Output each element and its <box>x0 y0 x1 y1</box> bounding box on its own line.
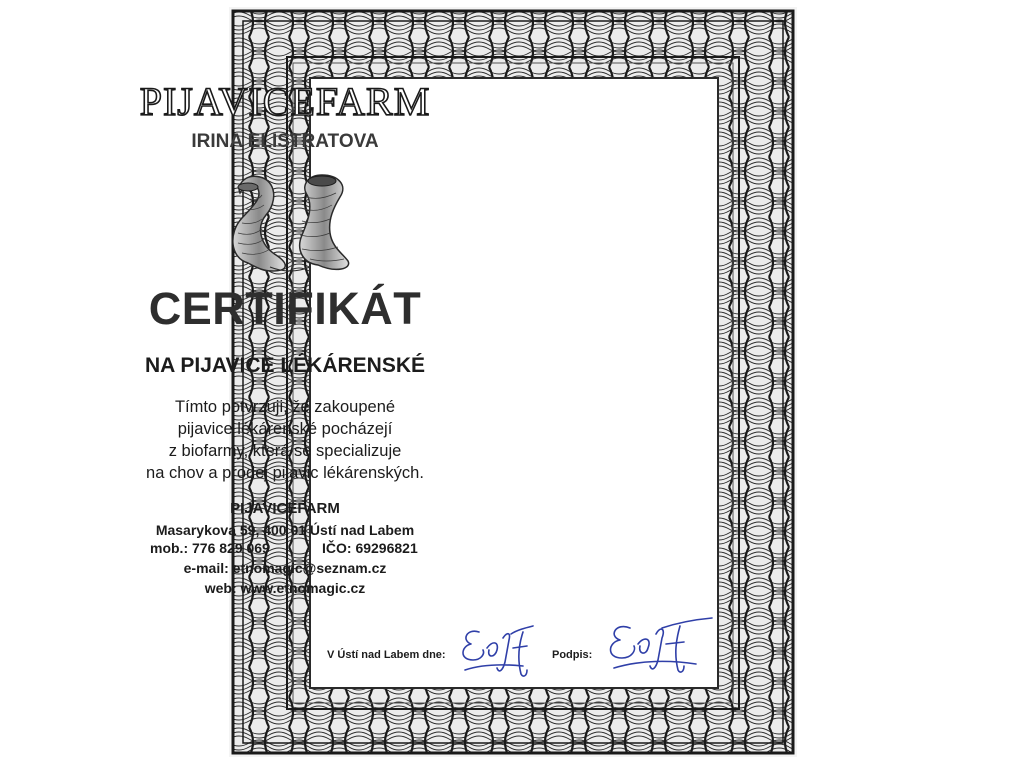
contact-address: Masarykova 59, 400 01 Ústí nad Labem <box>155 522 415 538</box>
certificate-title: CERTIFIKÁT <box>148 283 422 334</box>
brand-title: PIJAVICEFARM <box>139 79 431 124</box>
place-date-label: V Ústí nad Labem dne: <box>327 649 446 661</box>
contact-email: e-mail: etnomagic@seznam.cz <box>183 560 387 576</box>
handwritten-signature-icon <box>453 618 545 680</box>
certificate-subtitle: NA PIJAVICE LÉKÁRENSKÉ <box>144 354 426 377</box>
leech-illustration-icon <box>210 163 370 278</box>
body-line: pijavice lékárenské pocházejí <box>177 420 393 438</box>
certificate-panel <box>309 77 719 689</box>
owner-name: IRINA ELISTRATOVA <box>191 131 379 152</box>
contact-phone-row <box>150 540 440 556</box>
contact-company: PIJAVICEFARM <box>230 500 340 517</box>
body-line: z biofarmy, která se specializuje <box>168 442 402 460</box>
body-line: na chov a prodej pijavic lékárenských. <box>146 464 424 482</box>
handwritten-signature-icon <box>600 612 718 678</box>
contact-web: web: www.etnomagic.cz <box>204 580 366 596</box>
contact-ico: IČO: 69296821 <box>322 540 418 556</box>
signature-label: Podpis: <box>552 649 593 661</box>
body-line: Tímto potvrzuji, že zakoupené <box>174 398 396 416</box>
contact-phone: mob.: 776 829 069 <box>150 540 270 556</box>
